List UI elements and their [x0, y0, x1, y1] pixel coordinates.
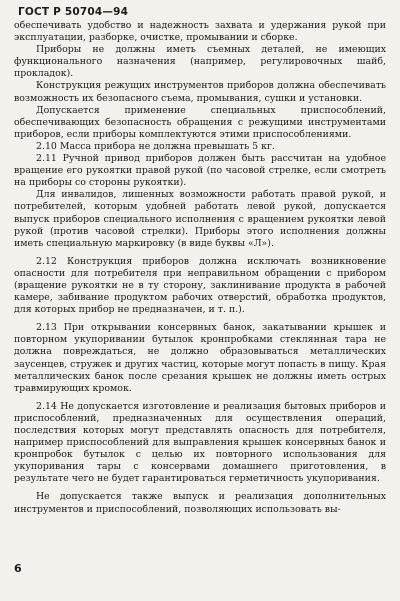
page-number: 6 — [14, 562, 22, 575]
paragraph: 2.14 Не допускается изготовление и реализация бытовых приборов и приспособлений, предназначенных для осуществления операций, последствия которых могут представлять опасность для потребителя, например приспособлений для выправления крышек консервных банок и кронпробок бутылок с целью их повторного использования для укупоривания тары с консервами домашнего приготовления, в результате чего не будет гарантироваться герметичность укупоривания. — [14, 400, 386, 485]
paragraph: Для инвалидов, лишенных возможности работать правой рукой, и потребителей, которым удобней работать левой рукой, допускается выпуск приборов специального исполнения с вращением рукоятки левой рукой (против часовой стрелки). Приборы этого исполнения должны иметь специальную маркировку (в виде буквы «Л»). — [14, 189, 386, 249]
paragraph: Не допускается также выпуск и реализация дополнительных инструментов и приспособлений, позволяющих использовать вы- — [14, 491, 386, 515]
page-header: ГОСТ Р 50704—94 — [18, 6, 129, 18]
paragraph: Конструкция режущих инструментов приборов должна обеспечивать возможность их безопасного съема, промывания, сушки и установки. — [14, 80, 386, 104]
paragraph: Приборы не должны иметь съемных деталей, не имеющих функционального назначения (например, регулировочных шайб, прокладок). — [14, 44, 386, 80]
paragraph: 2.13 При открывании консервных банок, закатывании крышек и повторном укупоривании бутылок кронпробками стеклянная тара не должна повреждаться, не должно образовываться металлических заусенцев, стружек и других частиц, которые могут попасть в пищу. Края металлических банок после срезания крышек не должны иметь острых травмирующих кромок. — [14, 322, 386, 394]
paragraph: 2.11 Ручной привод приборов должен быть рассчитан на удобное вращение его рукоятки правой рукой (по часовой стрелке, если смотреть на приборы со стороны рукоятки). — [14, 153, 386, 189]
document-body — [14, 20, 386, 516]
paragraph: 2.10 Масса прибора не должна превышать 5 кг. — [36, 140, 275, 152]
paragraph: Допускается применение специальных приспособлений, обеспечивающих безопасность обращения с режущими инструментами приборов, если приборы комплектуются этими приспособлениями. — [14, 104, 386, 140]
paragraph: 2.12 Конструкция приборов должна исключать возникновение опасности для потребителя при неправильном обращении с прибором (вращение рукоятки не в ту сторону, заклинивание продукта в рабочей камере, забивание продуктом рабочих отверстий, обработка продуктов, для которых прибор не предназначен, и т. п.). — [14, 255, 386, 316]
paragraph: обеспечивать удобство и надежность захвата и удержания рукой при эксплуатации, разборке, очистке, промывании и сборке. — [14, 20, 386, 44]
